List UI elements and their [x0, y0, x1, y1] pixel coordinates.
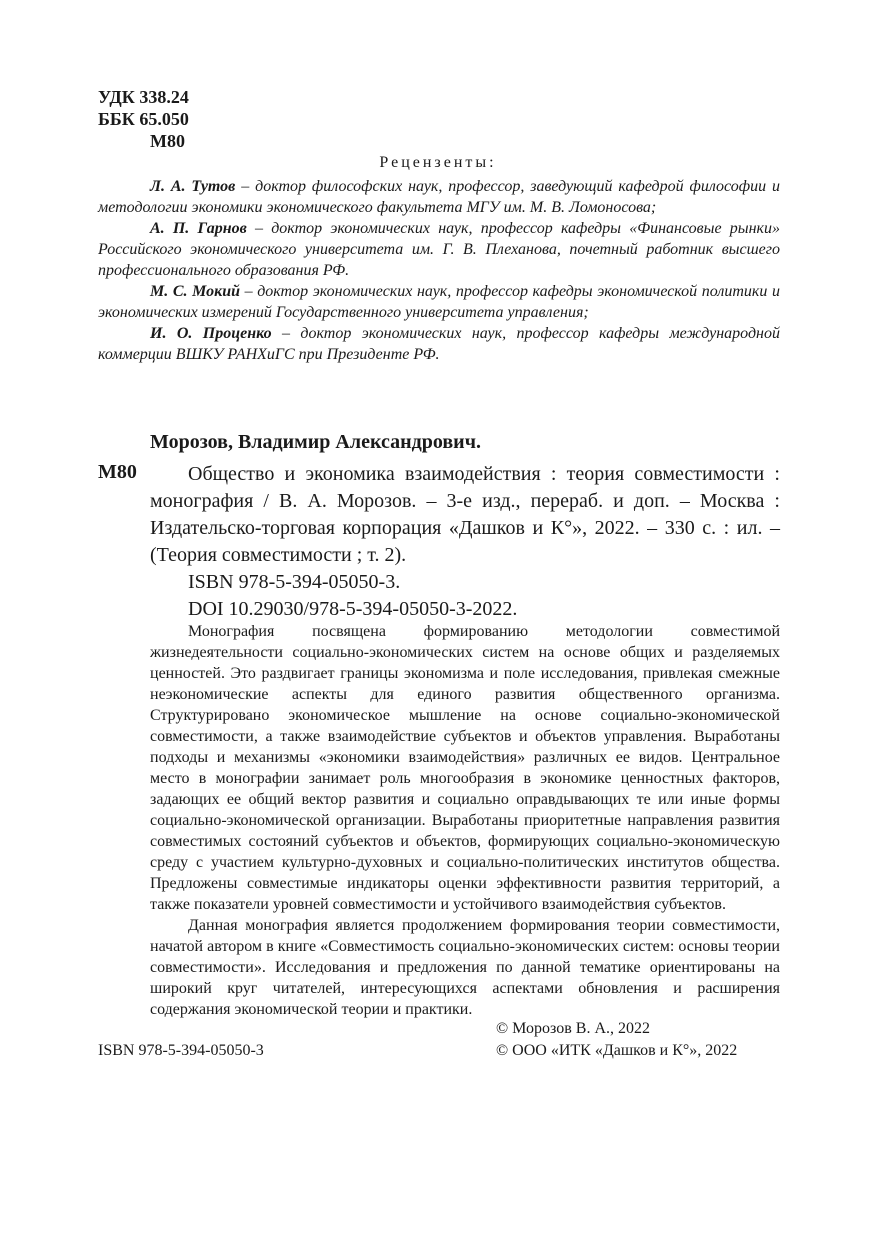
reviewers-list — [98, 176, 780, 365]
reviewer-item — [98, 176, 780, 218]
record-sign: М80 — [98, 461, 137, 483]
reviewer-desc: – доктор философских наук, профессор, заведующий кафедрой философии и методологии экономики экономического факультета МГУ им. М. В. Ломоносова; — [98, 178, 780, 216]
reviewer-name: А. П. Гарнов — [150, 220, 247, 237]
reviewer-item — [98, 281, 780, 323]
copyright-block — [496, 1018, 737, 1062]
author-sign: М80 — [150, 131, 185, 151]
reviewer-item — [98, 218, 780, 281]
reviewer-desc: – доктор экономических наук, профессор кафедры «Финансовые рынки» Российского экономического университета им. Г. В. Плеханова, почетный работник высшего профессионального образования РФ. — [98, 220, 780, 279]
classification-codes — [98, 86, 189, 152]
reviewer-name: Л. А. Тутов — [150, 178, 236, 195]
bibliographic-record — [150, 461, 780, 623]
reviewer-desc: – доктор экономических наук, профессор кафедры международной коммерции ВШКУ РАНХиГС при Президенте РФ. — [98, 325, 780, 363]
record-isbn: ISBN 978-5-394-05050-3. — [188, 571, 401, 593]
record-doi: DOI 10.29030/978-5-394-05050-3-2022. — [188, 598, 518, 620]
bbk-code: ББК 65.050 — [98, 109, 189, 129]
udk-code: УДК 338.24 — [98, 87, 189, 107]
annotation-paragraph-2: Данная монография является продолжением формирования теории совместимости, начатой автором в книге «Совместимость социально-экономических систем: основы теории совместимости». Исследования и предложения по данной тематике ориентированы на широкий круг читателей, интересующихся аспектами обновления и расширения содержания экономической теории и практики. — [150, 917, 780, 1018]
record-author: Морозов, Владимир Александрович. — [150, 431, 481, 453]
reviewers-heading: Рецензенты: — [379, 154, 497, 171]
reviewer-item — [98, 323, 780, 365]
reviewer-desc: – доктор экономических наук, профессор кафедры экономической политики и экономических измерений Государственного университета управления; — [98, 283, 780, 321]
reviewer-name: М. С. Мокий — [150, 283, 240, 300]
record-entry: Общество и экономика взаимодействия : теория совместимости : монография / В. А. Морозов. – 3-е изд., перераб. и доп. – Москва : Издательско-торговая корпорация «Дашков и К°», 2022. – 330 с. : ил. – (Теория совместимости ; т. 2). — [150, 463, 780, 566]
footer-isbn: ISBN 978-5-394-05050-3 — [98, 1042, 264, 1059]
copyright-author: © Морозов В. А., 2022 — [496, 1020, 650, 1037]
annotation-paragraph-1: Монография посвящена формированию методологии совместимой жизнедеятельности социально-экономических систем на основе общих и разделяемых ценностей. Это раздвигает границы экономизма и поле исследования, привлекая смежные неэкономические аспекты для единого развития общественного организма. Структурировано экономическое мышление на основе социально-экономической совместимости, а также взаимодействие субъектов и объектов управления. Выработаны подходы и механизмы «экономики взаимодействия» различных ее видов. Центральное место в монографии занимает роль многообразия в экономике ценностных факторов, задающих ее общий вектор развития и социально оправдывающих те или иные формы социально-экономической организации. Выработаны приоритетные направления развития совместимых состояний субъектов и объектов, формирующих социально-экономическую среду с участием культурно-духовных и социально-политических институтов общества. Предложены совместимые индикаторы оценки эффективности развития территорий, а также показатели уровней совместимости и устойчивого взаимодействия субъектов. — [150, 623, 780, 913]
annotation — [150, 621, 780, 1020]
reviewer-name: И. О. Проценко — [150, 325, 272, 342]
copyright-publisher: © ООО «ИТК «Дашков и К°», 2022 — [496, 1042, 738, 1059]
